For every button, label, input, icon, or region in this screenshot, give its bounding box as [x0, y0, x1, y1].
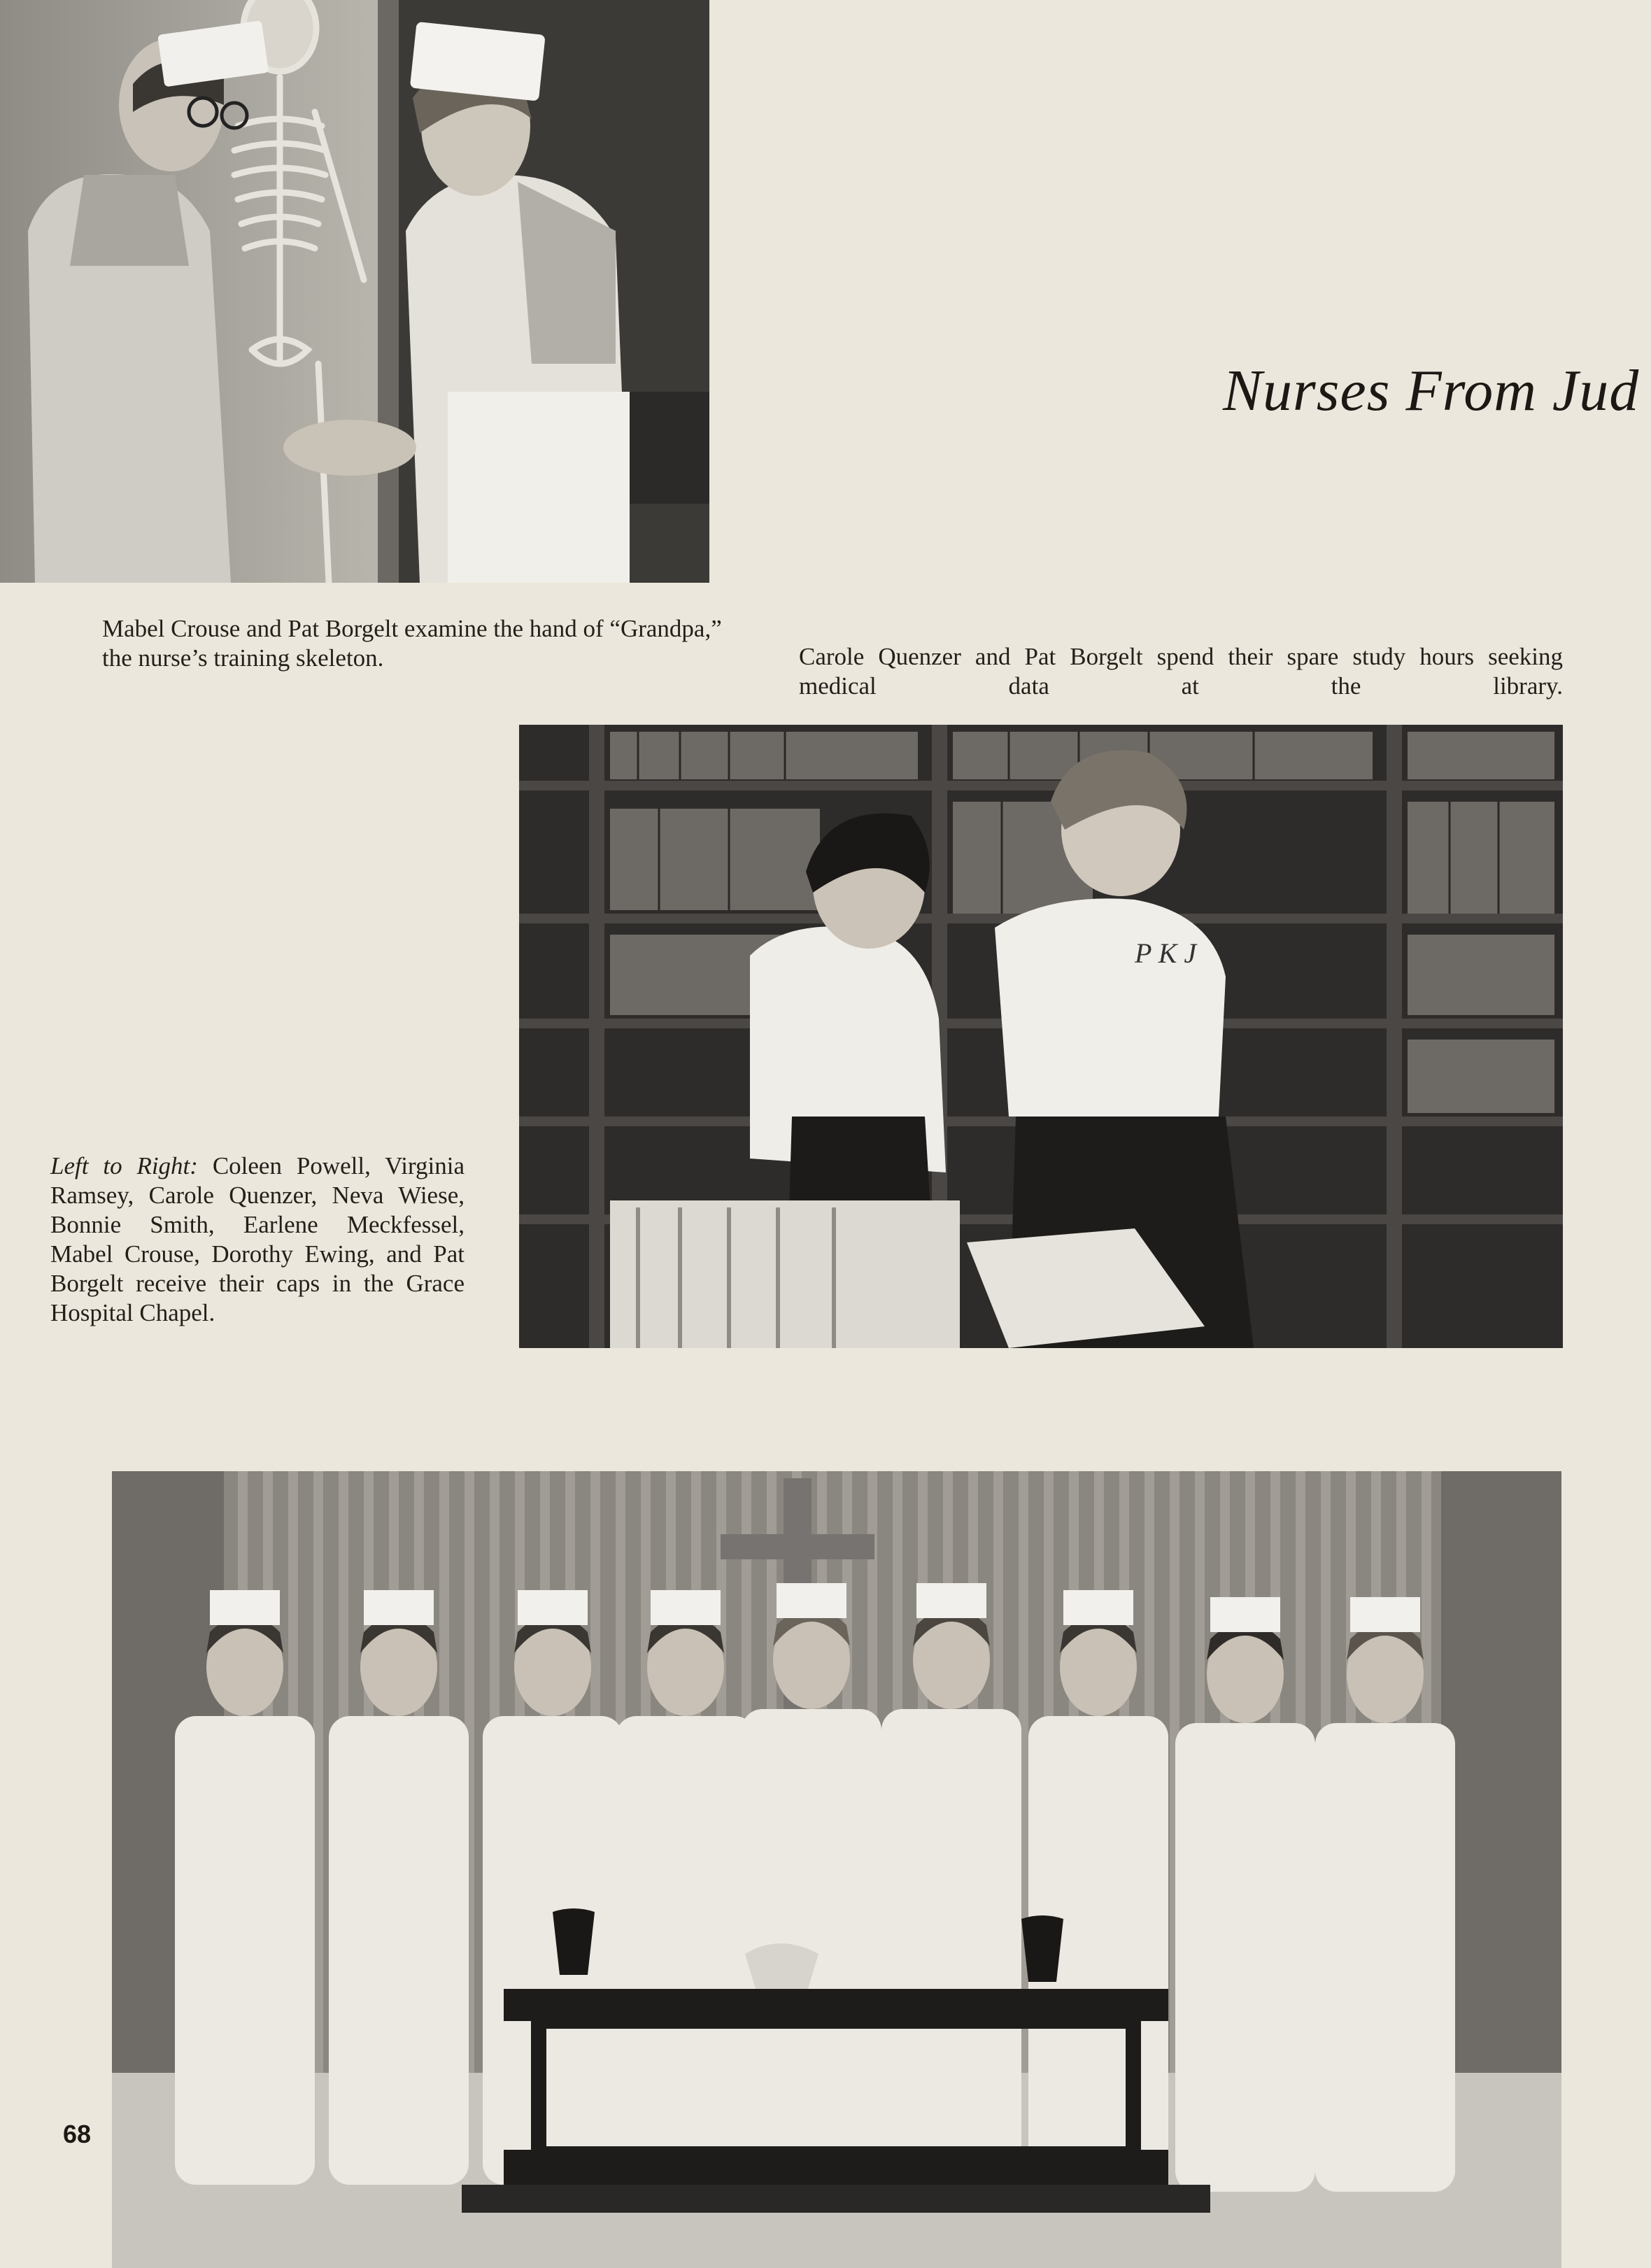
library-caption-text: Carole Quenzer and Pat Borgelt spend their spare study hours seeking medical data at the library.: [799, 643, 1563, 700]
monogram: P K J: [1135, 937, 1197, 969]
capping-caption-lead: Left to Right:: [50, 1152, 198, 1179]
skeleton-photo: [0, 0, 709, 583]
skeleton-caption-text: Mabel Crouse and Pat Borgelt examine the hand of “Grandpa,” the nurse’s training skeleton.: [102, 615, 722, 672]
capping-ceremony-photo: [112, 1471, 1561, 2268]
skeleton-caption: [102, 614, 725, 673]
page-title: Nurses From Jud: [1223, 358, 1640, 423]
page-number: 68: [63, 2120, 92, 2148]
library-caption: [799, 642, 1563, 701]
bleed-through: [742, 140, 750, 178]
library-photo: [519, 725, 1563, 1348]
capping-caption: [50, 1151, 465, 1328]
capping-caption-body: Coleen Powell, Virginia Ramsey, Carole Quenzer, Neva Wiese, Bonnie Smith, Earlene Meckfessel, Mabel Crouse, Dorothy Ewing, and Pat Borgelt receive their caps in the Grace Hospital Chapel.: [50, 1152, 465, 1326]
